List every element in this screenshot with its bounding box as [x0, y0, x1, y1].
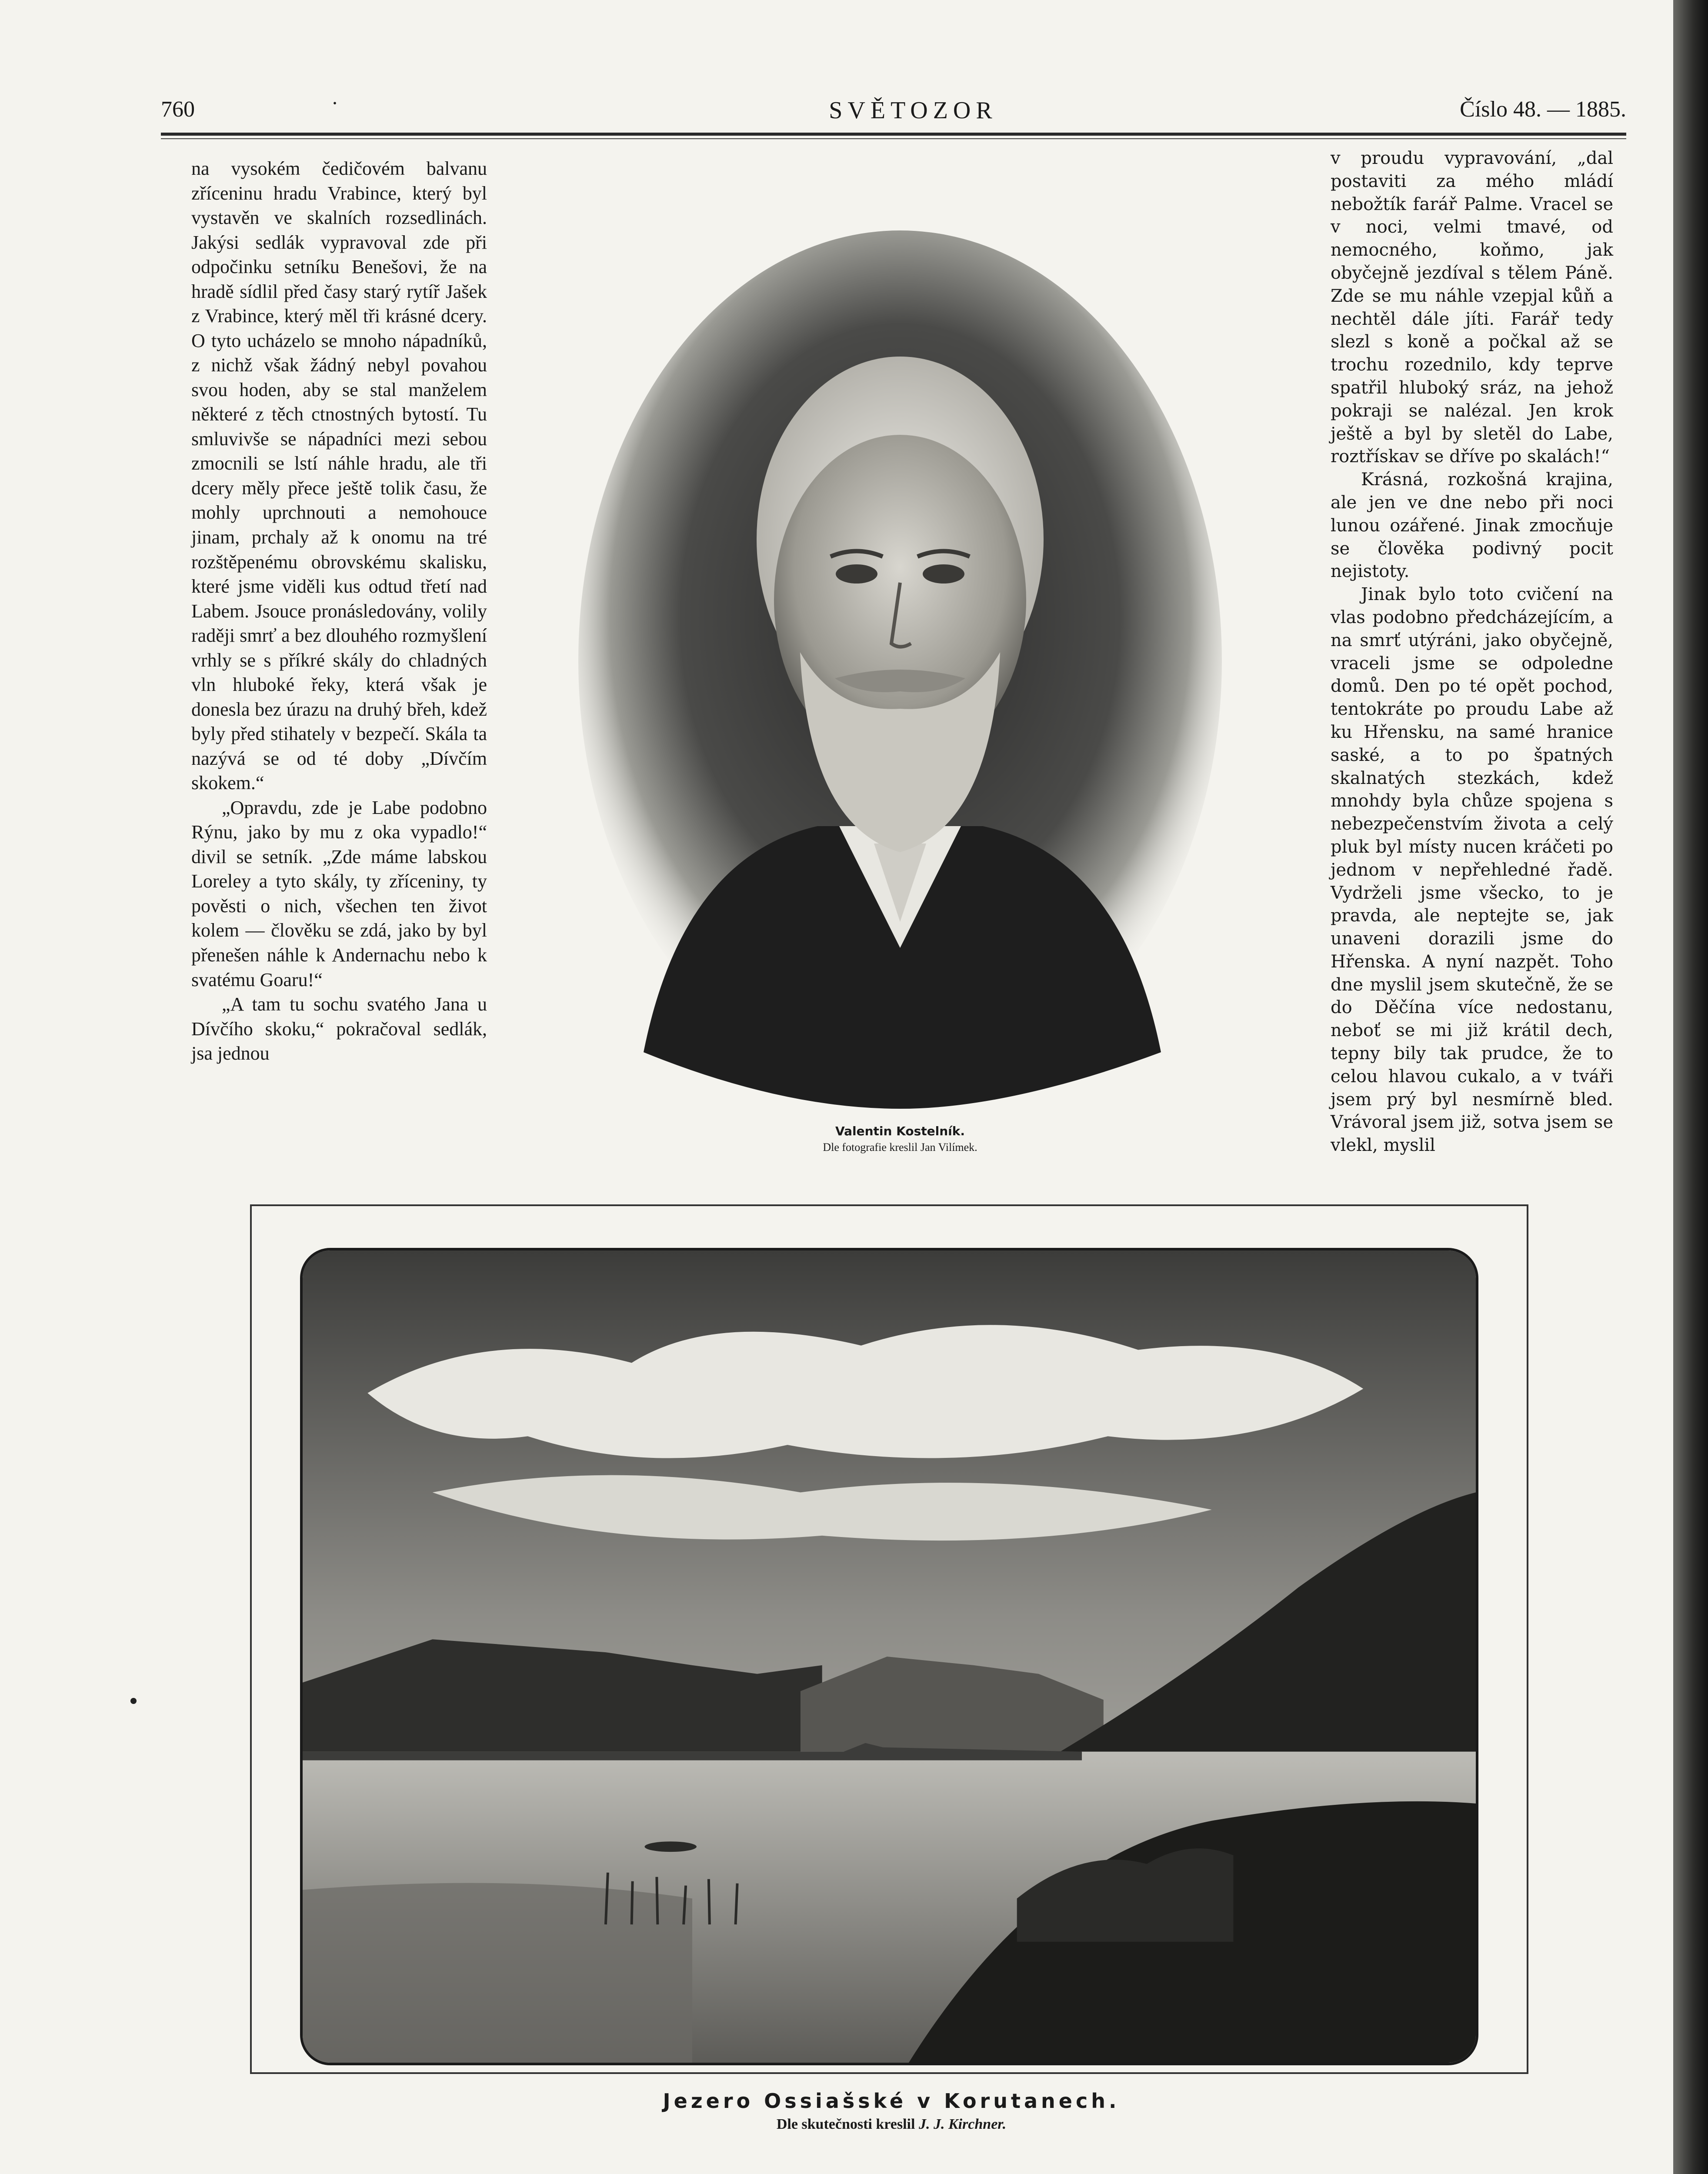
header-separator: ·	[331, 92, 338, 115]
landscape-engraving	[300, 1248, 1478, 2065]
issue-info: Číslo 48. — 1885.	[1460, 97, 1626, 122]
header-rule	[161, 133, 1626, 136]
portrait-caption	[704, 1124, 1096, 1154]
ink-dot	[130, 1698, 137, 1704]
portrait-name: Valentin Kostelník.	[835, 1124, 965, 1138]
left-text-column	[191, 157, 487, 1066]
paragraph: Krásná, rozkošná krajina, ale jen ve dne nebo při noci lunou ozářené. Jinak zmocňuje se člověka podivný pocit nejistoty.	[1331, 470, 1613, 582]
right-text-column	[1331, 147, 1613, 1157]
paragraph: „Opravdu, zde je Labe podobno Rýnu, jako by mu z oka vypadlo!“ divil se setník. „Zde máme labskou Loreley a tyto skály, ty zříceniny, ty pověsti o nich, všechen ten život kolem — člověku se zdá, jako by byl přenešen náhle k Andernachu nebo k svatému Goaru!“	[191, 797, 487, 990]
landscape-credit-prefix: Dle skutečnosti kreslil	[776, 2116, 915, 2132]
landscape-credit	[522, 2116, 1261, 2133]
paragraph: Jinak bylo toto cvičení na vlas podobno předcházejícím, a na smrť utýráni, jako obyčejně, vraceli jsme se odpoledne domů. Den po té opět pochod, tentokráte po proudu Labe až ku Hřensku, na samé hranice saské, a to po špatných skalnatých stezkách, kdež mnohdy byla chůze spojena s nebezpečenstvím života a celý pluk byl místy nucen kráčeti po jednom v nepřehledné řadě. Vydrželi jsme všecko, to je pravda, ale neptejte se, jak unaveni dorazili jsme do Hřenska. A nyní nazpět. Toho dne myslil jsem skutečně, že se do Děčína více nedostanu, neboť se mi již krátil dech, tepny bily tak prudce, že to celou hlavou cukalo, a v tváři jsem prý byl nesmírně bled. Vrávoral jsem již, sotva jsem se vlekl, myslil	[1331, 584, 1613, 1156]
paragraph: „A tam tu sochu svatého Jana u Dívčího skoku,“ pokračoval sedlák, jsa jednou	[191, 994, 487, 1064]
book-spine-shadow	[1673, 0, 1708, 2174]
portrait-engraving	[574, 226, 1226, 1113]
portrait-credit: Dle fotografie kreslil Jan Vilímek.	[823, 1141, 977, 1154]
magazine-title: SVĚTOZOR	[829, 97, 997, 124]
landscape-caption	[522, 2089, 1261, 2133]
page-number: 760	[161, 97, 195, 122]
paragraph: na vysokém čedičovém balvanu zříceninu hradu Vrabince, který byl vystavěn ve skalních rozsedlinách. Jakýsi sedlák vypravoval zde při odpočinku setníku Benešovi, že na hradě sídlil před časy starý rytíř Jašek z Vrabince, který měl tři krásné dcery. O tyto ucházelo se mnoho nápadníků, z nichž však žádný nebyl povahou svou hoden, aby se stal manželem některé z těch ctnostných bytostí. Tu smluvivše se nápadníci mezi sebou zmocnili se lstí náhle hradu, ale tři dcery měly přece ještě tolik času, že mohly uprchnouti a nemohouce jinam, prchaly až k onomu na tré rozštěpenému obrovskému skalisku, které jsme viděli kus odtud třetí nad Labem. Jsouce pronásledovány, volily raději smrť a bez dlouhého rozmyšlení vrhly se s příkré skály do chladných vln hluboké řeky, která však je donesla bez úrazu na druhý břeh, kdež byly před stihately v bezpečí. Skála ta nazývá se od té doby „Dívčím skokem.“	[191, 158, 487, 794]
header-rule-thin	[161, 138, 1626, 139]
landscape-credit-artist: J. J. Kirchner.	[918, 2116, 1007, 2132]
landscape-title: Jezero Ossiašské v Korutanech.	[663, 2089, 1120, 2113]
page-header	[161, 92, 1626, 127]
paragraph: v proudu vypravování, „dal postaviti za mého mládí nebožtík farář Palme. Vracel se v noci, velmi tmavé, od nemocného, koňmo, jak obyčejně jezdíval s tělem Páně. Zde se mu náhle vzepjal kůň a nechtěl dále jíti. Farář tedy slezl s koně a počkal až se trochu rozednilo, kdy teprve spatřil hluboký sráz, na jehož pokraji se nalézal. Jen krok ještě a byl by sletěl do Labe, roztřískav se dříve po skalách!“	[1331, 148, 1613, 467]
